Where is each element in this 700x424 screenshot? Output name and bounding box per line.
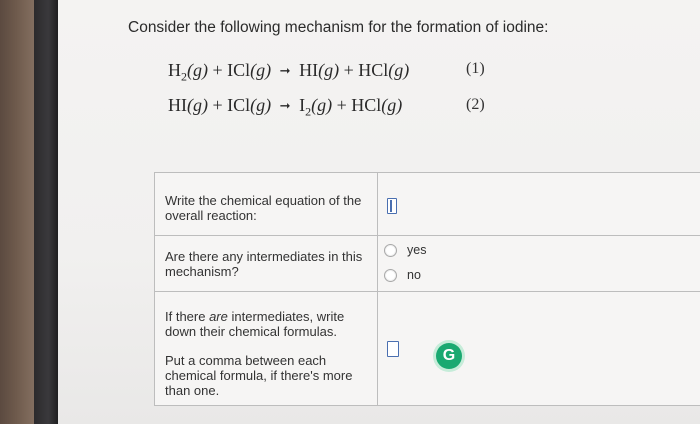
radio-yes-label[interactable]: yes (407, 243, 427, 257)
radio-no[interactable] (384, 269, 397, 282)
chemical-equation-input[interactable] (387, 198, 397, 214)
question-intermediates: Are there any intermediates in this mechanism? (165, 249, 363, 279)
screen-bezel (34, 0, 58, 424)
question-formulas: If there are intermediates, write down their chemical formulas. (165, 309, 345, 339)
table-row-overall-equation (155, 173, 700, 236)
radio-option-yes[interactable] (384, 243, 426, 257)
equation-2-number: (2) (466, 96, 485, 113)
question-overall-equation: Write the chemical equation of the overall reaction: (165, 193, 362, 223)
question-page (58, 0, 700, 424)
table-row-formulas (155, 291, 700, 405)
radio-no-label[interactable]: no (407, 268, 421, 282)
table-row-intermediates (155, 235, 700, 292)
reaction-arrow-icon: ➞ (279, 64, 291, 79)
column-divider (377, 291, 378, 405)
equation-1: $H_2(g) + ICl(g)$ ➞ HI(g) + HCl(g) (168, 60, 410, 84)
reaction-arrow-icon: ➞ (279, 99, 291, 114)
radio-option-no[interactable] (384, 268, 421, 282)
column-divider (377, 173, 378, 235)
question-prompt: Consider the following mechanism for the formation of iodine: (128, 19, 549, 36)
answer-table (154, 172, 700, 406)
radio-yes[interactable] (384, 244, 397, 257)
column-divider (377, 235, 378, 291)
question-formulas-instruction: Put a comma between each chemical formula, if there's more than one. (165, 353, 353, 398)
chemical-formulas-input[interactable] (387, 341, 399, 357)
grammarly-g-icon[interactable]: G (436, 343, 462, 369)
equation-2: HI(g) + ICl(g) ➞ $I_2(g) + HCl(g)$ (168, 95, 403, 119)
equation-1-number: (1) (466, 60, 485, 77)
